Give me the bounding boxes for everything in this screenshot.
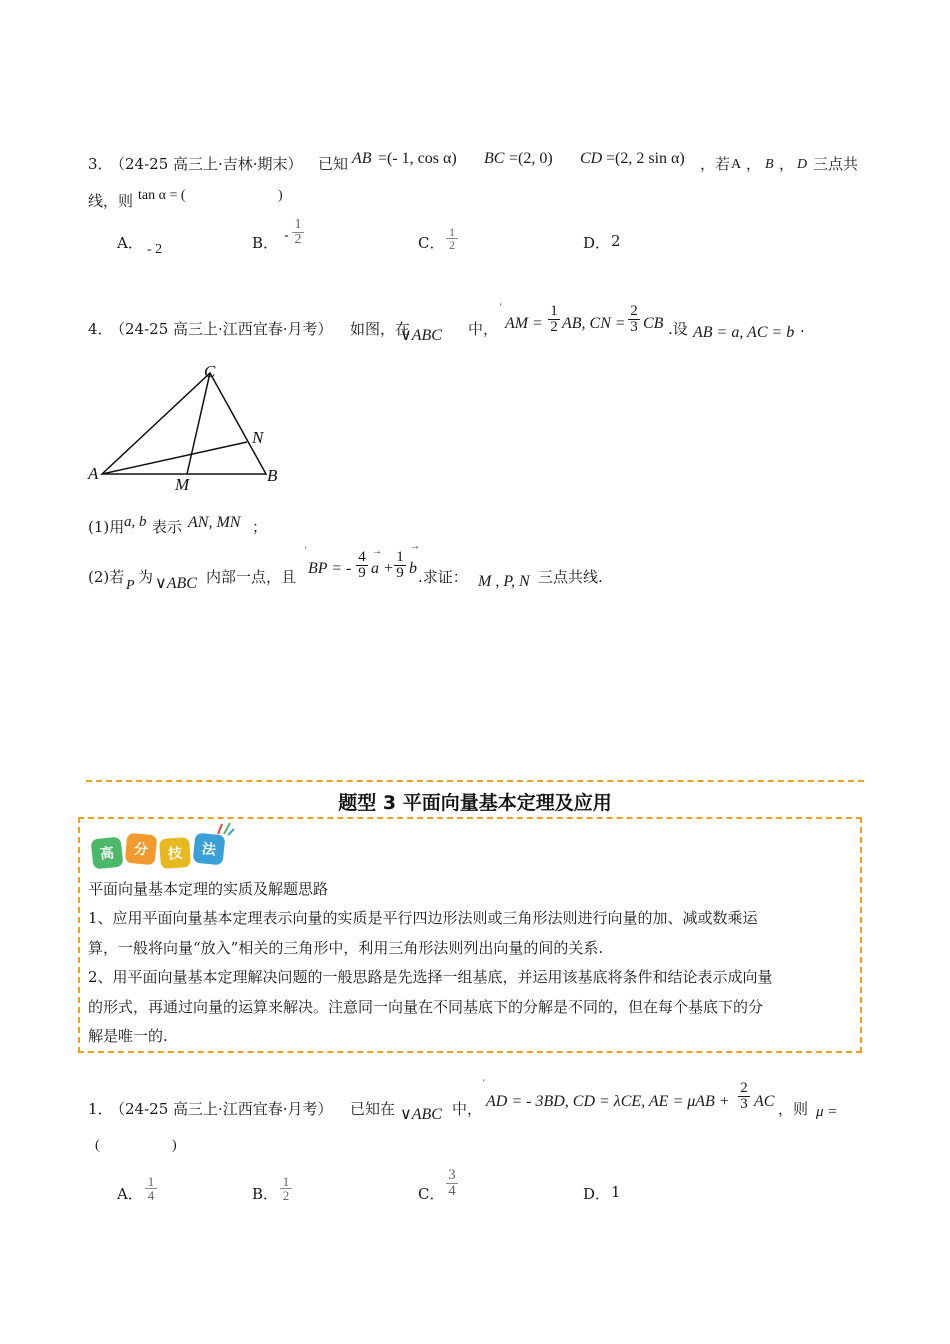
q4-p2-mpn: M , P, N [478, 573, 530, 590]
q4-p2-p: P [126, 578, 135, 593]
label-b: B [267, 466, 278, 485]
q3-vec-bc-value: =(2, 0) [509, 150, 553, 167]
q3-option-a-label: A． [117, 234, 143, 252]
q4-p1-vectors: AN, MN [188, 514, 241, 531]
q4-p2-b: b [409, 560, 417, 577]
section-title: 题型 3 平面向量基本定理及应用 [338, 792, 612, 814]
q4-p2-prefix: (2)若 [88, 568, 125, 586]
q1-option-d-value: 1 [611, 1183, 621, 1201]
q1-expression: AD = - 3BD, CD = λCE, AE = μAB + [486, 1093, 730, 1110]
q3-option-d-label: D． [583, 234, 611, 252]
q3-vec-cd-value: =(2, 2 sin α) [606, 150, 685, 167]
section-divider [86, 780, 864, 782]
q3-option-b-sign: - [284, 228, 289, 243]
q3-option-a-value: - 2 [147, 242, 163, 257]
q1-option-a-fraction: 1 4 [146, 1175, 156, 1202]
q3-option-b-label: B． [252, 234, 279, 252]
tip-line-2: 算，一般将向量“放入”相关的三角形中，利用三角形法则列出向量的间的关系. [88, 939, 604, 957]
q4-p2-inside: 内部一点，且 [206, 568, 297, 586]
q1-option-c-label: C． [418, 1185, 445, 1203]
label-c: C [204, 362, 216, 381]
q4-intro: 如图，在 [350, 320, 411, 338]
q4-triangle: ∨ABC [400, 327, 442, 344]
segment-cm [187, 373, 210, 474]
q3-ask-close: ) [278, 188, 283, 203]
q3-source: （24-25 高三上·吉林·期末） [110, 155, 303, 173]
label-a: A [88, 464, 99, 483]
q1-option-d-label: D． [583, 1185, 611, 1203]
q1-ac: AC [754, 1093, 775, 1110]
q1-option-b-fraction: 1 2 [281, 1175, 291, 1202]
q1-given: 已知在 [350, 1100, 396, 1118]
q4-zhong: 中， [468, 320, 499, 338]
q3-point-d: D [797, 157, 808, 172]
tip-line-4: 的形式，再通过向量的运算来解决。注意同一向量在不同基底下的分解是不同的，但在每个基底下的分 [88, 998, 764, 1016]
q3-vec-bc: BC [484, 150, 505, 167]
q1-fraction: 2 3 [739, 1081, 749, 1112]
q3-ask: tan α = ( [138, 188, 186, 203]
q3-point-b: B [765, 157, 774, 172]
q4-p2-bp: BP = - [308, 560, 352, 577]
q1-mu: μ = [816, 1104, 838, 1120]
q1-source: （24-25 高三上·江西宜春·月考） [110, 1100, 333, 1118]
triangle-figure [80, 360, 300, 495]
q4-ab-ac: AB = a, AC = b [693, 324, 795, 341]
triangle-abc [102, 373, 266, 474]
q4-p2-fraction-1-9: 1 9 [395, 550, 405, 581]
badge-ji: 技 [159, 837, 191, 869]
tip-heading: 平面向量基本定理的实质及解题思路 [88, 880, 329, 898]
q3-collinear: 三点共 [813, 155, 859, 173]
q4-p1-mid: 表示 [152, 518, 183, 536]
q1-then: ，则 [778, 1100, 809, 1118]
q4-cb: CB [643, 315, 664, 332]
q4-p2-prove: .求证： [418, 568, 468, 586]
q1-paren-close: ) [172, 1138, 177, 1153]
q3-point-a: A [731, 157, 742, 172]
q4-p2-fraction-4-9: 4 9 [357, 550, 367, 581]
q4-p1-prefix: (1)用 [88, 518, 125, 536]
q4-fraction-half: 1 2 [549, 304, 559, 335]
q3-number: 3． [88, 155, 113, 173]
q4-p2-triangle: ∨ABC [155, 575, 197, 592]
q1-triangle: ∨ABC [400, 1106, 442, 1123]
q3-option-c-fraction: 1 2 [447, 226, 457, 251]
q4-source: （24-25 高三上·江西宜春·月考） [110, 320, 333, 338]
q1-option-c-fraction: 3 4 [447, 1168, 457, 1199]
q3-vec-cd: CD [580, 150, 603, 167]
badge-gao: 高 [91, 837, 124, 870]
badge-fa: 法 [193, 833, 226, 866]
q4-p2-is: 为 [138, 568, 154, 586]
q4-fraction-two-thirds: 2 3 [629, 304, 639, 335]
q1-number: 1． [88, 1100, 113, 1118]
q3-condition: ，若 [700, 155, 731, 173]
q3-vec-ab: AB [352, 150, 372, 167]
q1-option-a-label: A． [117, 1185, 143, 1203]
q4-p1-end: ； [252, 518, 268, 536]
q4-dot: · [800, 322, 805, 340]
q4-ab-cn: AB, CN = [562, 315, 626, 332]
q3-option-d-value: 2 [611, 232, 621, 250]
q1-paren-open: ( [95, 1138, 100, 1153]
segment-an [102, 442, 247, 474]
q1-zhong: 中， [452, 1100, 483, 1118]
q4-p1-ab: a, b [124, 514, 147, 530]
q4-set: .设 [668, 320, 688, 338]
q4-number: 4． [88, 320, 113, 338]
label-m: M [175, 475, 190, 494]
q4-am: AM = [505, 315, 543, 332]
label-n: N [252, 428, 264, 447]
q3-option-c-label: C． [418, 234, 445, 252]
q3-vec-ab-value: =(- 1, cos α) [378, 150, 457, 167]
tip-line-1: 1、应用平面向量基本定理表示向量的实质是平行四边形法则或三角形法则进行向量的加、减或数乘运 [88, 909, 758, 927]
tip-line-3: 2、用平面向量基本定理解决问题的一般思路是先选择一组基底，并运用该基底将条件和结论表示成向量 [88, 968, 773, 986]
q4-p2-a: a + [371, 560, 394, 577]
sparkle-icon [214, 820, 236, 838]
q4-p2-end: 三点共线. [538, 568, 603, 586]
badge-fen: 分 [125, 833, 158, 866]
q3-line2: 线，则 [88, 192, 134, 210]
q3-option-b-fraction: 1 2 [293, 218, 303, 247]
q3-given: 已知 [318, 155, 349, 173]
q1-option-b-label: B． [252, 1185, 279, 1203]
tip-line-5: 解是唯一的. [88, 1027, 168, 1045]
